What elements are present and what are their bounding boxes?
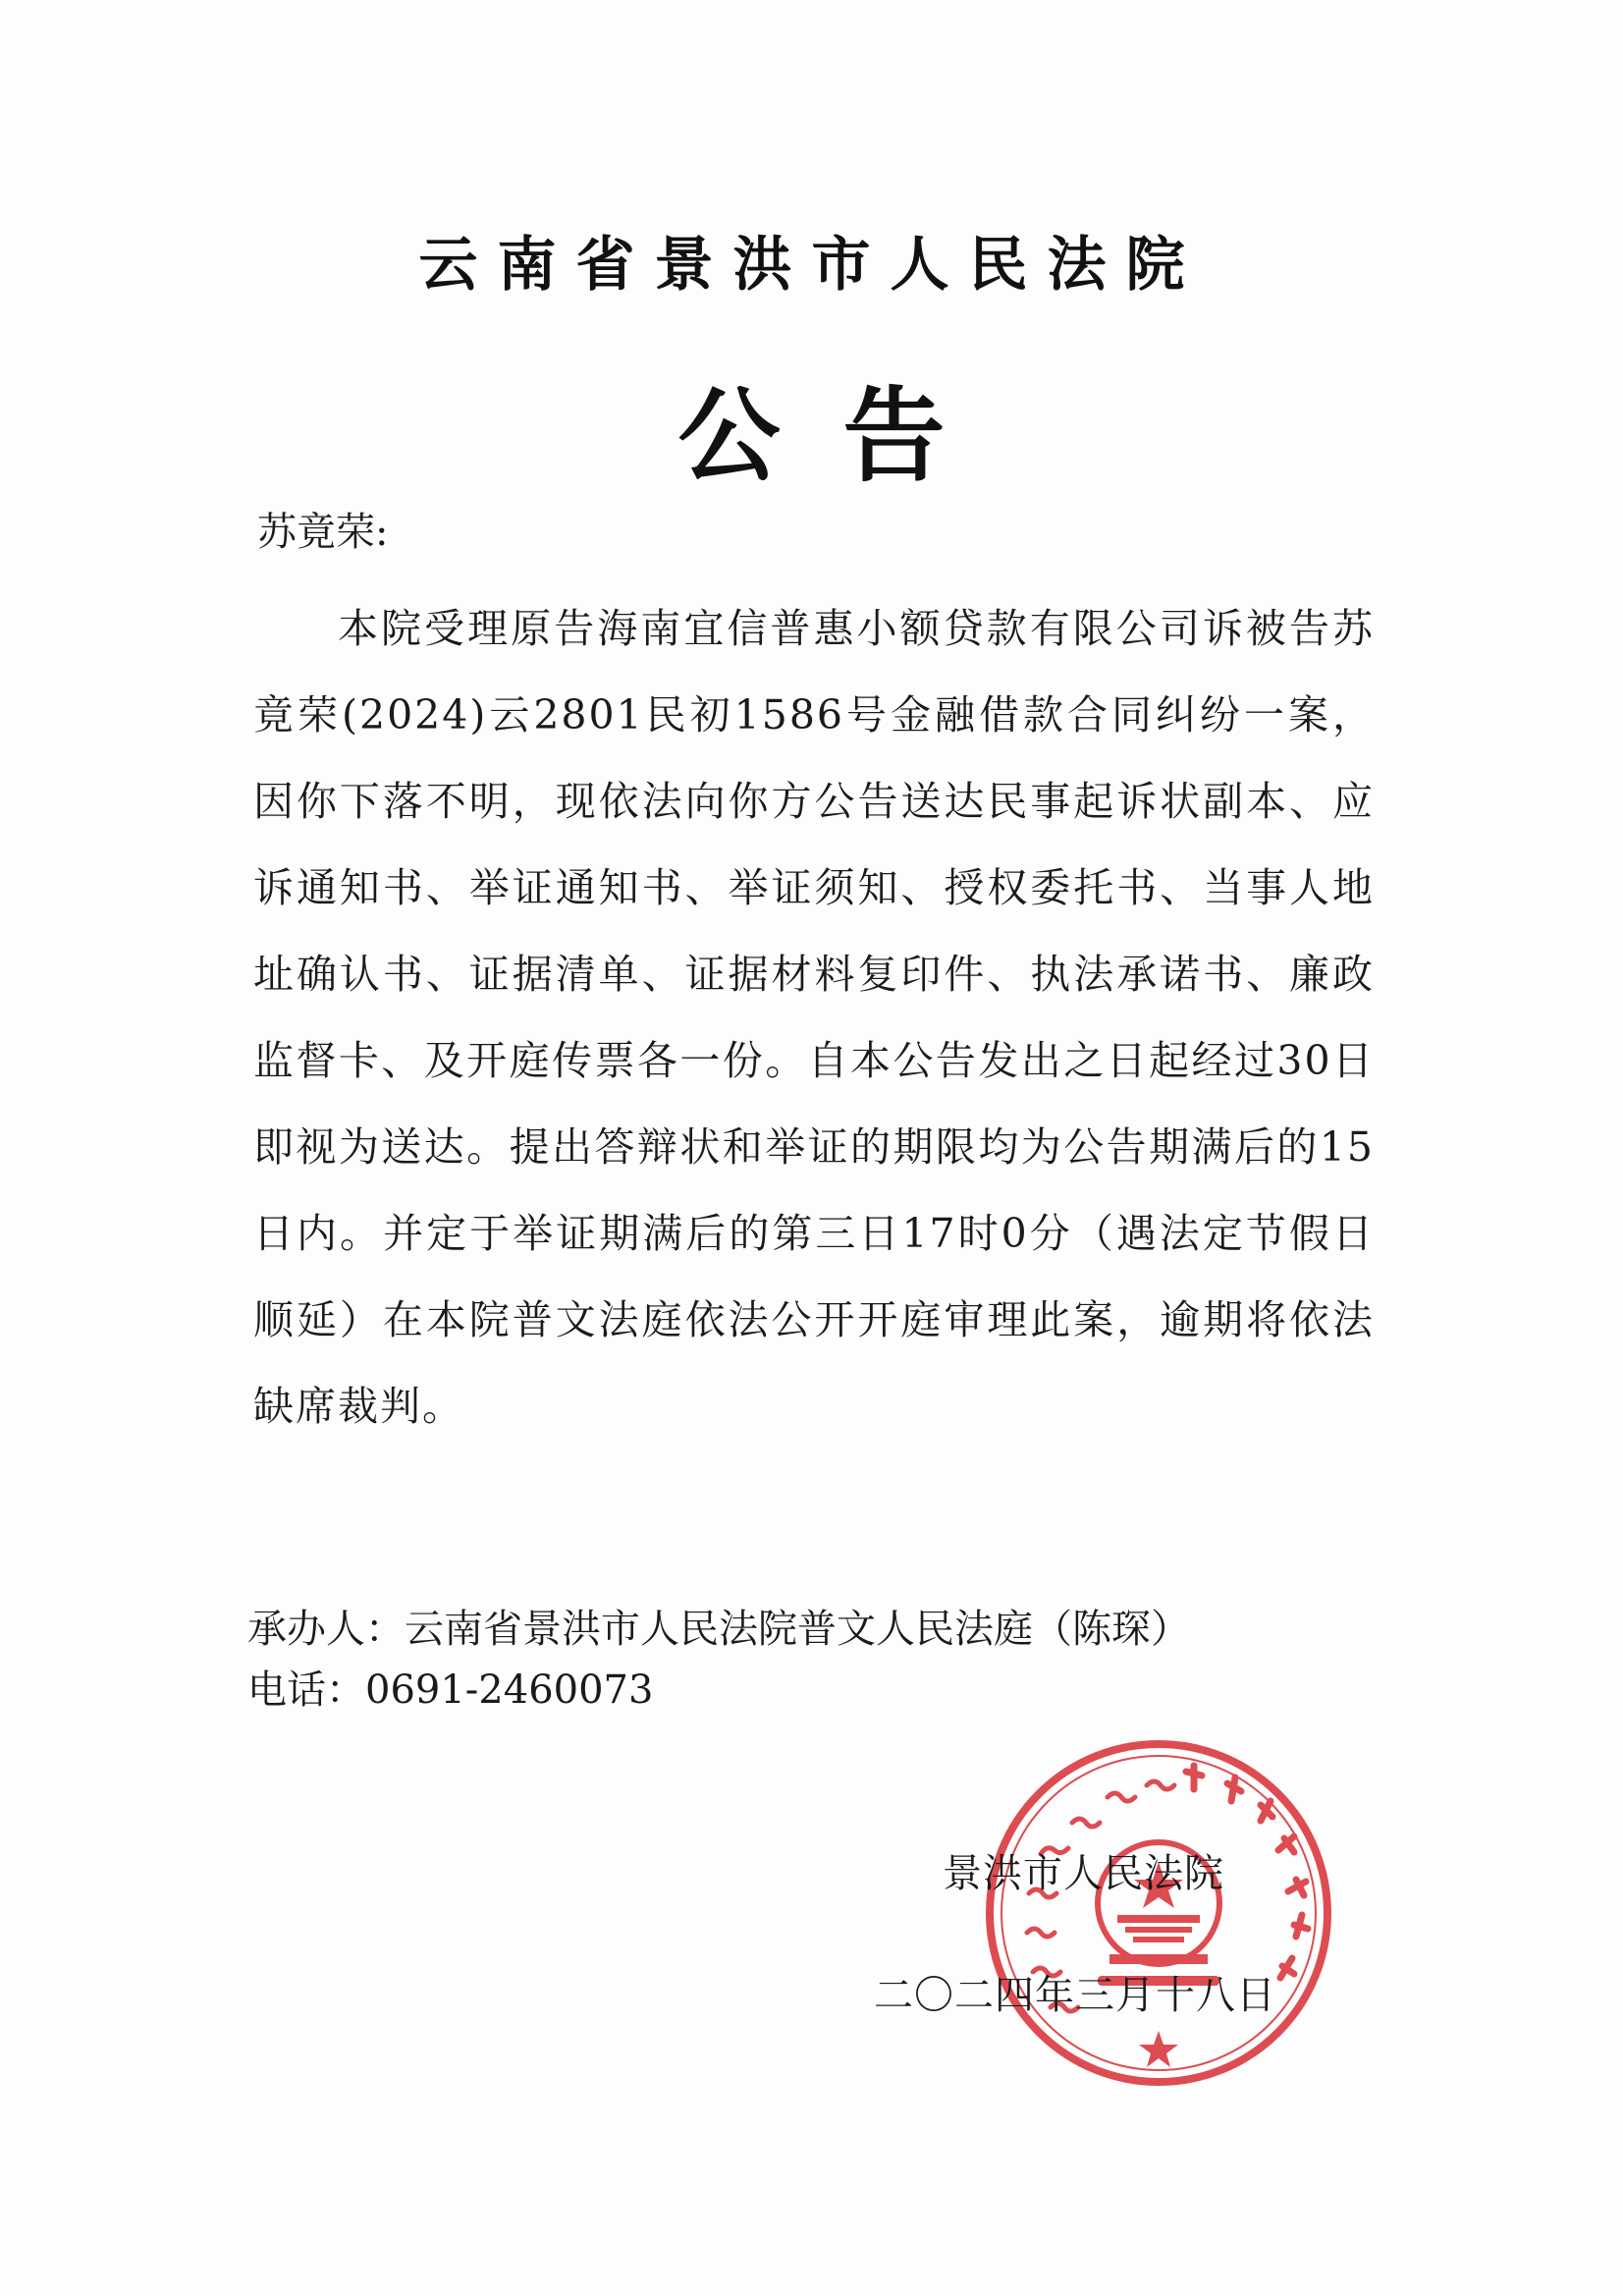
court-seal-stamp <box>982 1736 1335 2090</box>
document-title: 公告 <box>677 376 1008 496</box>
contact-block <box>247 1599 1190 1721</box>
court-name-heading: 云南省景洪市人民法院 <box>418 231 1205 300</box>
signature-court: 景洪市人民法院 <box>943 1851 1224 1896</box>
notice-body: 本院受理原告海南宜信普惠小额贷款有限公司诉被告苏竟荣(2024)云2801民初1586号金融借款合同纠纷一案，因你下落不明，现依法向你方公告送达民事起诉状副本、应诉通知书、举证通知书、举证须知、授权委托书、当事人地址确认书、证据清单、证据材料复印件、执法承诺书、廉政监督卡、及开庭传票各一份。自本公告发出之日起经过30日即视为送达。提出答辩状和举证的期限均为公告期满后的15日内。并定于举证期满后的第三日17时0分（遇法定节假日顺延）在本院普文法庭依法公开开庭审理此案，逾期将依法缺席裁判。 <box>253 605 1375 1430</box>
signature-date: 二〇二四年三月十八日 <box>874 1973 1276 2018</box>
addressee: 苏竟荣: <box>257 510 389 555</box>
phone-line: 电话：0691-2460073 <box>247 1667 654 1713</box>
handler-line: 承办人：云南省景洪市人民法院普文人民法庭（陈琛） <box>247 1607 1190 1652</box>
